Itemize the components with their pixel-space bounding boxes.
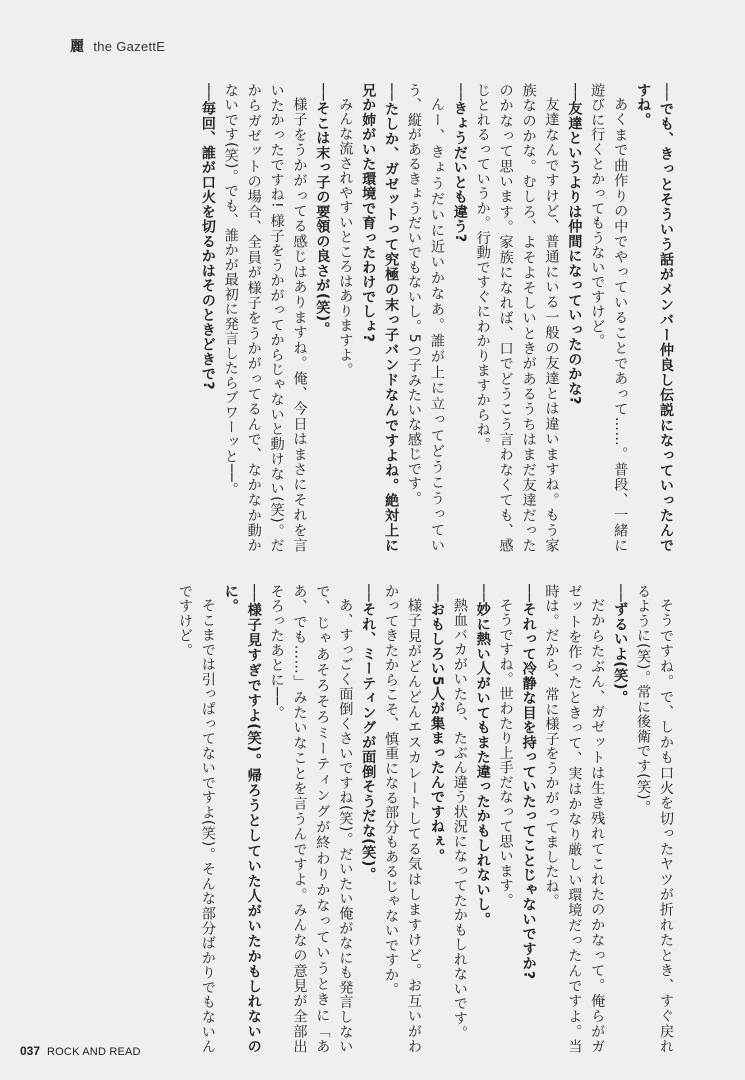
interview-text-bottom (57, 584, 677, 1054)
interviewee-answer: 様子見がどんどんエスカレートしてる気はしますけど。お互いがわかってきたからこそ、慎重になる部分もあるじゃないですか。 (383, 584, 423, 1054)
interviewee-answer: そこまでは引っぱってないですよ(笑)。そんな部分ばかりでもないんですけど。 (176, 584, 216, 1054)
interviewer-question: ──それって冷静な目を持っていたってことじゃないですか? (520, 584, 537, 980)
interviewer-question: ──そこは末っ子の要領の良さが(笑)。 (314, 83, 331, 337)
interviewee-answer: 友達なんですけど、普通にいる一般の友達とは違いますね。もう家族なのかな。むしろ、よそよそしいときがあるうちはまだ友達だったのかなって思います。家族になれば、口でどうこう言わなくても、感じとれるっていうか。行動ですぐにわかりますからね。 (474, 83, 560, 553)
interviewee-answer: そうですね。で、しかも口火を切ったヤツが折れたとき、すぐ戻れるように(笑)。常に後衛です(笑)。 (635, 584, 674, 1054)
interviewee-answer: だからたぶん、ガゼットは生き残れてこれたのかなって。俺らがガゼットを作ったときって、実はかなり厳しい環境だったんですよ。当時は。だから、常に様子をうかがってましたね。 (543, 584, 606, 1054)
interviewer-question: ──たしか、ガゼットって究極の末っ子バンドなんですよね。絶対上に兄か姉がいた環境で育ったわけでしょ? (360, 83, 400, 553)
interviewer-question: ──様子見すぎですよ(笑)。帰ろうとしていた人がいたかもしれないのに。 (222, 584, 262, 1054)
magazine-name: ROCK AND READ (47, 1046, 141, 1058)
band-name: the GazettE (93, 38, 166, 54)
page-footer (20, 1044, 141, 1058)
interviewer-question: ──毎回、誰が口火を切るかはそのときどきで? (199, 83, 216, 391)
interviewer-question: ──おもしろい5人が集まったんですねぇ。 (428, 584, 445, 864)
interviewer-question: ──妙に熱い人がいてもまた違ったかもしれないし。 (474, 584, 491, 927)
interviewer-question: ──それ、ミーティングが面倒そうだな(笑)。 (360, 584, 377, 882)
interviewer-question: ──きょうだいとも違う? (451, 83, 468, 243)
interviewee-answer: みんな流されやすいところはありますよ。 (337, 97, 354, 378)
interviewer-question: ──ずるいよ(笑)。 (612, 584, 629, 705)
interview-text-top (57, 83, 677, 553)
interviewee-answer: あくまで曲作りの中でやっていることであって……。普段、一緒に遊びに行くとかってもうないですけど。 (589, 83, 629, 553)
page-number: 037 (20, 1044, 41, 1058)
interviewer-question: ──でも、きっとそういう話がメンバー仲良し伝説になっていったんですね。 (635, 83, 674, 553)
interviewer-question: ──友達というよりは仲間になっていったのかな? (566, 83, 583, 405)
interviewee-answer: そうですね。世わたり上手だなって思います。 (497, 598, 514, 908)
interviewee-answer: んー、きょうだいに近いかなあ。誰が上に立ってどうこうっていう、縦があるきょうだいでもないし。5つ子みたいな感じです。 (406, 83, 445, 553)
interviewee-answer: 様子をうかがってる感じはありますね。俺、今日はまさにそれを言いたかったですね! 様子をうかがってからじゃないと動けない(笑)。だからガゼットの場合、全員が様子をうかがってるんで、なかなか動かないです(笑)。でも、誰かが最初に発言したらブワーッと──。 (222, 83, 308, 553)
interviewee-answer: あ、すっごく面倒くさいですね(笑)。だいたい俺がなにも発言しないで、じゃあそろそろミーティングが終わりかなっていうときに「ああ、でも……」みたいなことを言うんですよ。みんなの意見が全部出そろったあとに──。 (268, 584, 354, 1054)
page-header (70, 36, 165, 56)
interviewee-answer: 熱血バカがいたら、たぶん違う状況になってたかもしれないです。 (451, 598, 468, 1041)
member-name: 麗 (70, 39, 85, 55)
